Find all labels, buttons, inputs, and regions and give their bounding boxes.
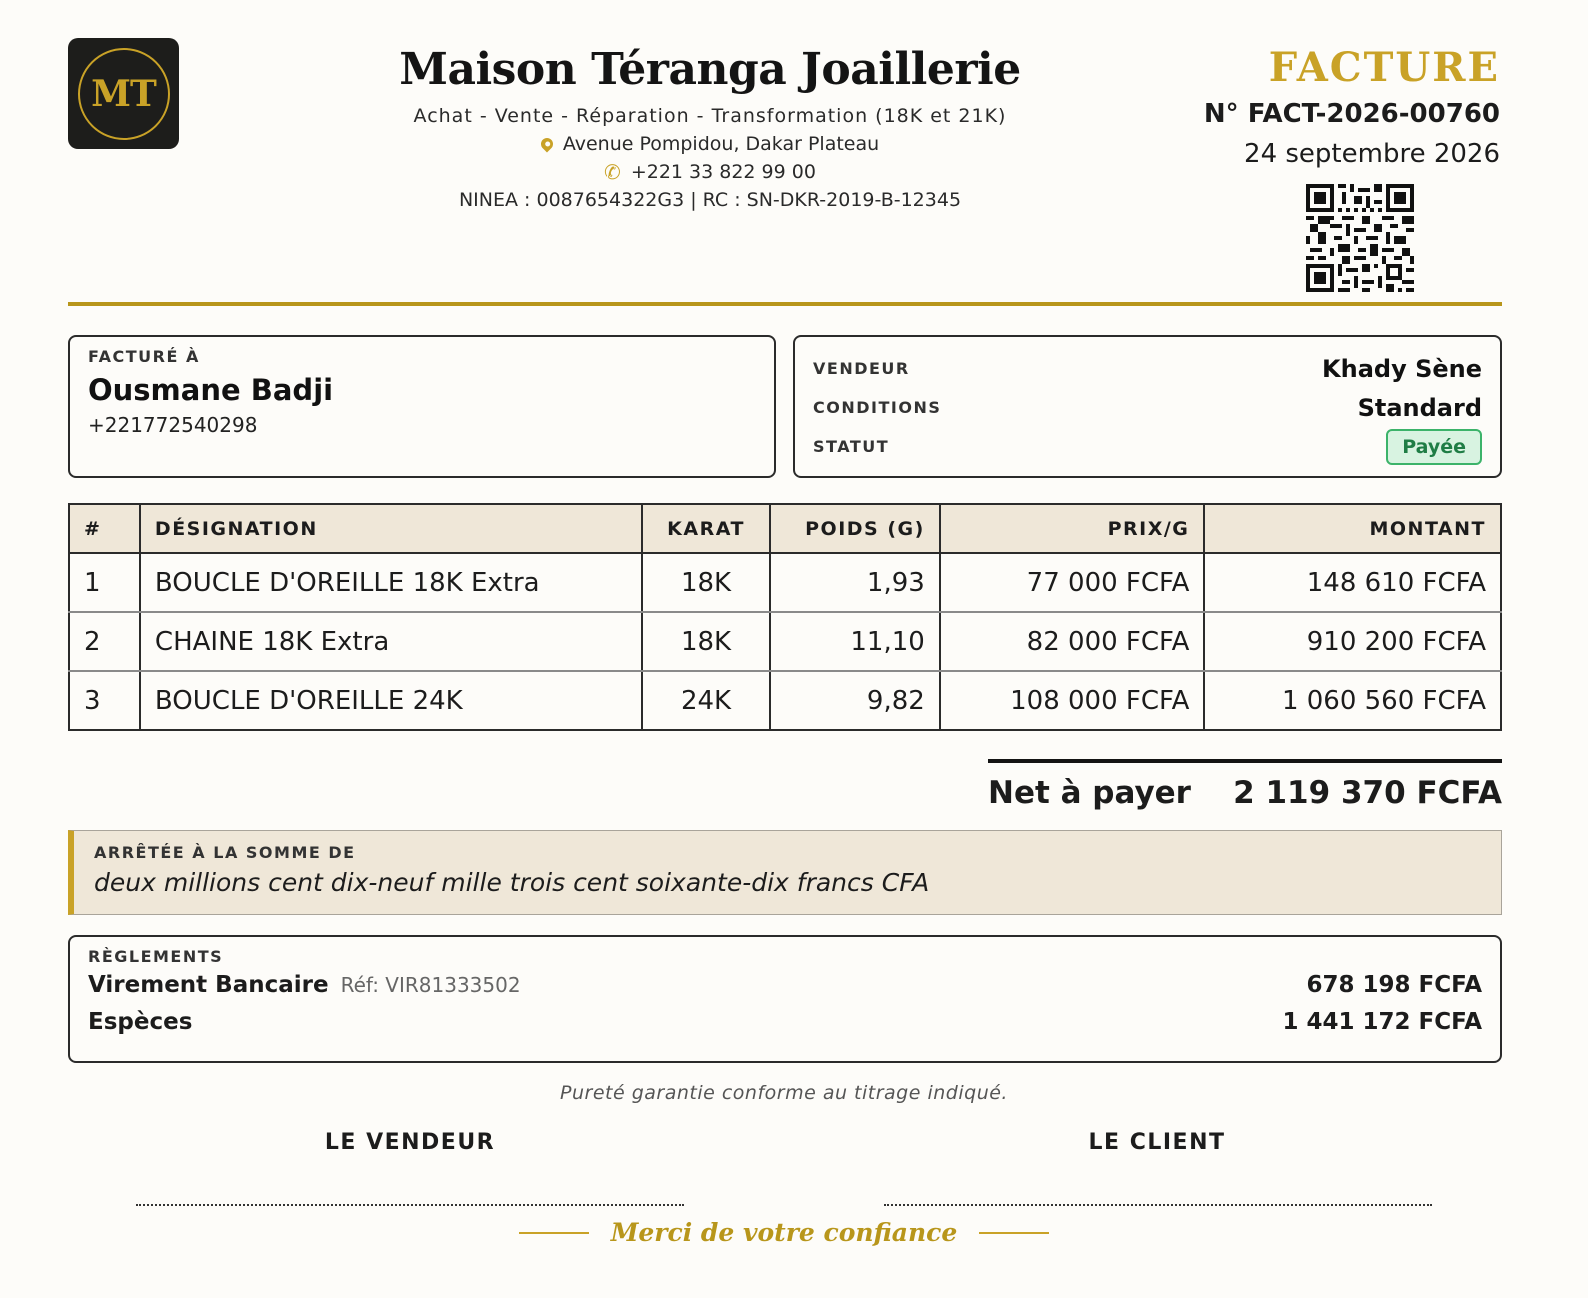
cell-number: 2 (69, 612, 140, 671)
logo-monogram: MT (91, 72, 156, 115)
cell-amount: 910 200 FCFA (1204, 612, 1501, 671)
thanks-left-rule (519, 1232, 589, 1234)
client-name: Ousmane Badji (88, 373, 334, 407)
meta-row-status (813, 427, 1482, 466)
amount-in-words-label: ARRÊTÉE À LA SOMME DE (94, 843, 356, 862)
cell-weight: 11,10 (770, 612, 940, 671)
net-to-pay-label: Net à payer (988, 775, 1191, 811)
status-badge: Payée (1386, 429, 1482, 465)
col-header-number: # (69, 504, 140, 553)
conditions-value: Standard (1357, 393, 1482, 422)
shop-phone-line (330, 158, 1090, 186)
invoice-title: FACTURE (1268, 44, 1500, 91)
payments-label: RÈGLEMENTS (88, 947, 224, 966)
meta-row-seller (813, 349, 1482, 388)
payments-box (68, 935, 1502, 1063)
seller-signature-label: LE VENDEUR (324, 1130, 496, 1155)
cell-karat: 24K (642, 671, 770, 730)
table-row (69, 553, 1501, 612)
cell-price-per-gram: 108 000 FCFA (940, 671, 1205, 730)
invoice-meta-box (793, 335, 1502, 478)
cell-number: 3 (69, 671, 140, 730)
client-signature-label: LE CLIENT (1088, 1130, 1226, 1155)
net-to-pay-value: 2 119 370 FCFA (1233, 775, 1502, 811)
conditions-label: CONDITIONS (813, 398, 942, 417)
cell-weight: 1,93 (770, 553, 940, 612)
thanks-message: Merci de votre confiance (610, 1218, 958, 1247)
seller-label: VENDEUR (813, 359, 910, 378)
table-row (69, 671, 1501, 730)
seller-value: Khady Sène (1322, 354, 1482, 383)
thanks-row (0, 1218, 1568, 1247)
cell-designation: BOUCLE D'OREILLE 24K (140, 671, 642, 730)
client-phone: +221772540298 (88, 413, 258, 437)
shop-phone: +221 33 822 99 00 (630, 161, 816, 183)
shop-registration: NINEA : 0087654322G3 | RC : SN-DKR-2019-B-12345 (458, 189, 962, 211)
invoice-date: 24 septembre 2026 (1244, 139, 1500, 169)
items-table (68, 503, 1502, 731)
cell-weight: 9,82 (770, 671, 940, 730)
col-header-weight: POIDS (G) (770, 504, 940, 553)
location-pin-icon (538, 136, 555, 153)
cell-designation: BOUCLE D'OREILLE 18K Extra (140, 553, 642, 612)
payment-reference: Réf: VIR81333502 (340, 972, 521, 997)
client-signature-line (884, 1204, 1432, 1206)
seller-signature-line (136, 1204, 684, 1206)
thanks-right-rule (979, 1232, 1049, 1234)
amount-in-words-box (68, 830, 1502, 915)
meta-row-conditions (813, 388, 1482, 427)
qr-code (1306, 184, 1414, 292)
cell-karat: 18K (642, 553, 770, 612)
col-header-amount: MONTANT (1204, 504, 1501, 553)
cell-karat: 18K (642, 612, 770, 671)
logo-ring (78, 48, 170, 140)
payment-amount: 678 198 FCFA (1306, 971, 1482, 998)
cell-number: 1 (69, 553, 140, 612)
billed-to-label: FACTURÉ À (88, 347, 200, 366)
header-divider (68, 302, 1502, 306)
total-divider (988, 759, 1502, 763)
cell-price-per-gram: 82 000 FCFA (940, 612, 1205, 671)
shop-tagline: Achat - Vente - Réparation - Transformation (18K et 21K) (413, 105, 1007, 127)
payment-amount: 1 441 172 FCFA (1282, 1008, 1482, 1035)
col-header-designation: DÉSIGNATION (140, 504, 642, 553)
company-logo (68, 38, 179, 149)
col-header-karat: KARAT (642, 504, 770, 553)
cell-designation: CHAINE 18K Extra (140, 612, 642, 671)
payment-method: Espèces (88, 1008, 193, 1035)
cell-amount: 148 610 FCFA (1204, 553, 1501, 612)
payment-method: Virement Bancaire (88, 971, 329, 998)
purity-note: Pureté garantie conforme au titrage indiqué. (560, 1082, 1008, 1104)
payment-method-line (88, 972, 521, 998)
status-label: STATUT (813, 437, 890, 456)
payment-row (88, 1003, 1482, 1040)
payment-row (88, 966, 1482, 1003)
cell-price-per-gram: 77 000 FCFA (940, 553, 1205, 612)
cell-amount: 1 060 560 FCFA (1204, 671, 1501, 730)
invoice-header (1204, 42, 1500, 174)
shop-address-line (330, 130, 1090, 158)
table-header-row (69, 504, 1501, 553)
phone-icon: ✆ (604, 160, 621, 184)
shop-info (330, 40, 1090, 214)
shop-name: Maison Téranga Joaillerie (399, 44, 1021, 95)
invoice-number: N° FACT-2026-00760 (1203, 99, 1500, 129)
amount-in-words-text: deux millions cent dix-neuf mille trois cent soixante-dix francs CFA (94, 868, 930, 897)
table-row (69, 612, 1501, 671)
shop-address: Avenue Pompidou, Dakar Plateau (562, 133, 880, 155)
billed-to-box (68, 335, 776, 478)
col-header-price-per-gram: PRIX/G (940, 504, 1205, 553)
